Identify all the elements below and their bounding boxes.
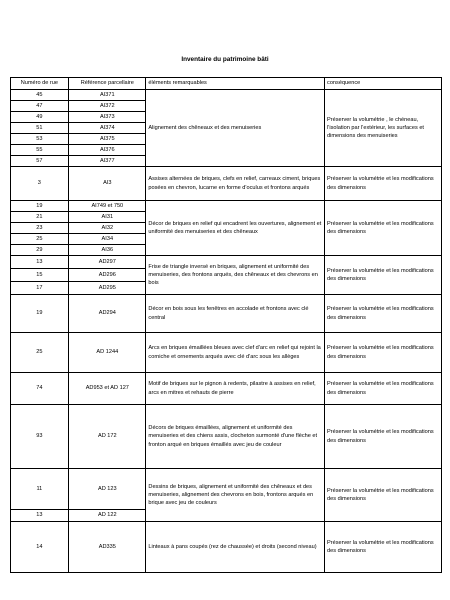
consequence-cell: Préserver la volumétrie et les modifications des dimensions [325, 373, 442, 405]
inventory-table [0, 77, 442, 573]
street-number-cell: 23 [10, 223, 69, 234]
parcel-reference-cell: AD295 [69, 282, 146, 295]
margin-cell [0, 522, 10, 573]
remarkable-elements-cell: Dessins de briques, alignement et uniformité des chêneaux et des menuiseries, alignement des chevrons en bois, frontons arqués en brique avec jeu de couleurs [146, 469, 325, 522]
parcel-reference-cell: AI34 [69, 234, 146, 245]
margin-cell [0, 134, 10, 145]
street-number-cell: 55 [10, 145, 69, 156]
table-row [0, 167, 442, 201]
header-consequence: conséquence [325, 78, 442, 90]
margin-cell [0, 282, 10, 295]
street-number-cell: 53 [10, 134, 69, 145]
margin-cell [0, 510, 10, 522]
consequence-cell: Préserver la volumétrie et les modifications des dimensions [325, 167, 442, 201]
street-number-cell: 47 [10, 101, 69, 112]
remarkable-elements-cell: Assises alternées de briques, clefs en relief, carreaux ciment, briques posées en chevron, lucarne en forme d'oculus et frontons arqués [146, 167, 325, 201]
page-title: Inventaire du patrimoine bâti [181, 56, 269, 63]
street-number-cell: 11 [10, 469, 69, 510]
consequence-cell: Préserver la volumétrie et les modifications des dimensions [325, 522, 442, 573]
remarkable-elements-cell: Alignement des chêneaux et des menuiseries [146, 90, 325, 167]
margin-cell [0, 90, 10, 101]
margin-cell [0, 223, 10, 234]
parcel-reference-cell: AD 1244 [69, 333, 146, 373]
margin-cell [0, 212, 10, 223]
parcel-reference-cell: AI374 [69, 123, 146, 134]
street-number-cell: 25 [10, 333, 69, 373]
margin-cell [0, 201, 10, 212]
parcel-reference-cell: AD294 [69, 295, 146, 333]
parcel-reference-cell: AD 122 [69, 510, 146, 522]
parcel-reference-cell: AD297 [69, 256, 146, 269]
consequence-cell: Préserver la volumétrie et les modifications des dimensions [325, 295, 442, 333]
margin-cell [0, 78, 10, 90]
table-row [0, 522, 442, 573]
remarkable-elements-cell: Motif de briques sur le pignon à redents, pilastre à assises en relief, arcs en mitres et rehauts de pierre [146, 373, 325, 405]
margin-cell [0, 333, 10, 373]
street-number-cell: 3 [10, 167, 69, 201]
parcel-reference-cell: AD296 [69, 269, 146, 282]
street-number-cell: 74 [10, 373, 69, 405]
street-number-cell: 19 [10, 295, 69, 333]
parcel-reference-cell: AD953 et AD 127 [69, 373, 146, 405]
parcel-reference-cell: AI377 [69, 156, 146, 167]
header-parcel-reference: Référence parcellaire [69, 78, 146, 90]
street-number-cell: 13 [10, 256, 69, 269]
margin-cell [0, 256, 10, 269]
street-number-cell: 57 [10, 156, 69, 167]
parcel-reference-cell: AI375 [69, 134, 146, 145]
margin-cell [0, 145, 10, 156]
remarkable-elements-cell: Décors de briques émaillées, alignement et uniformité des menuiseries et des chiens assis, clocheton surmonté d'une flèche et fronton arqué en briques émaillés avec jeu de couleur [146, 405, 325, 469]
street-number-cell: 17 [10, 282, 69, 295]
table-row [0, 469, 442, 510]
remarkable-elements-cell: Frise de triangle inversé en briques, alignement et uniformité des menuiseries, des frontons arqués, des chêneaux et des chevrons en bois [146, 256, 325, 295]
consequence-cell: Préserver la volumétrie et les modifications des dimensions [325, 405, 442, 469]
header-remarkable-elements: éléments remarquables [146, 78, 325, 90]
parcel-reference-cell: AI371 [69, 90, 146, 101]
table-row [0, 333, 442, 373]
parcel-reference-cell: AI32 [69, 223, 146, 234]
parcel-reference-cell: AD 172 [69, 405, 146, 469]
margin-cell [0, 101, 10, 112]
street-number-cell: 14 [10, 522, 69, 573]
table-row [0, 90, 442, 101]
consequence-cell: Préserver la volumétrie et les modifications des dimensions [325, 469, 442, 522]
margin-cell [0, 373, 10, 405]
table-row [0, 256, 442, 269]
street-number-cell: 49 [10, 112, 69, 123]
margin-cell [0, 112, 10, 123]
parcel-reference-cell: AI31 [69, 212, 146, 223]
consequence-cell: Préserver la volumétrie et les modifications des dimensions [325, 333, 442, 373]
table-row [0, 295, 442, 333]
table-header-row [0, 78, 442, 90]
street-number-cell: 25 [10, 234, 69, 245]
remarkable-elements-cell: Décor en bois sous les fenêtres en accolade et frontons avec clé central [146, 295, 325, 333]
consequence-cell: Préserver la volumétrie et les modifications des dimensions [325, 201, 442, 256]
parcel-reference-cell: AI376 [69, 145, 146, 156]
table-row [0, 405, 442, 469]
street-number-cell: 29 [10, 245, 69, 256]
margin-cell [0, 156, 10, 167]
parcel-reference-cell: AI373 [69, 112, 146, 123]
margin-cell [0, 469, 10, 510]
table-row [0, 373, 442, 405]
parcel-reference-cell: AD 123 [69, 469, 146, 510]
street-number-cell: 45 [10, 90, 69, 101]
remarkable-elements-cell: Décor de briques en relief qui encadrent les ouvertures, alignement et uniformité des menuiseries et des chêneaux [146, 201, 325, 256]
parcel-reference-cell: AI36 [69, 245, 146, 256]
street-number-cell: 21 [10, 212, 69, 223]
street-number-cell: 13 [10, 510, 69, 522]
remarkable-elements-cell: Linteaux à pans coupés (rez de chaussée) et droits (second niveau) [146, 522, 325, 573]
street-number-cell: 15 [10, 269, 69, 282]
street-number-cell: 51 [10, 123, 69, 134]
margin-cell [0, 295, 10, 333]
consequence-cell: Préserver la volumétrie et les modifications des dimensions [325, 256, 442, 295]
table-row [0, 201, 442, 212]
margin-cell [0, 234, 10, 245]
margin-cell [0, 167, 10, 201]
parcel-reference-cell: AI749 et 750 [69, 201, 146, 212]
parcel-reference-cell: AI3 [69, 167, 146, 201]
header-street-number: Numéro de rue [10, 78, 69, 90]
margin-cell [0, 123, 10, 134]
street-number-cell: 19 [10, 201, 69, 212]
consequence-cell: Préserver la volumétrie , le chéneau, l'isolation par l'extérieur, les surfaces et dimensions des menuiseries [325, 90, 442, 167]
parcel-reference-cell: AD335 [69, 522, 146, 573]
margin-cell [0, 405, 10, 469]
parcel-reference-cell: AI372 [69, 101, 146, 112]
margin-cell [0, 245, 10, 256]
street-number-cell: 93 [10, 405, 69, 469]
remarkable-elements-cell: Arcs en briques émaillées bleues avec clef d'arc en relief qui rejoint la corniche et ornements arqués avec clé d'arc sous les allèges [146, 333, 325, 373]
margin-cell [0, 269, 10, 282]
